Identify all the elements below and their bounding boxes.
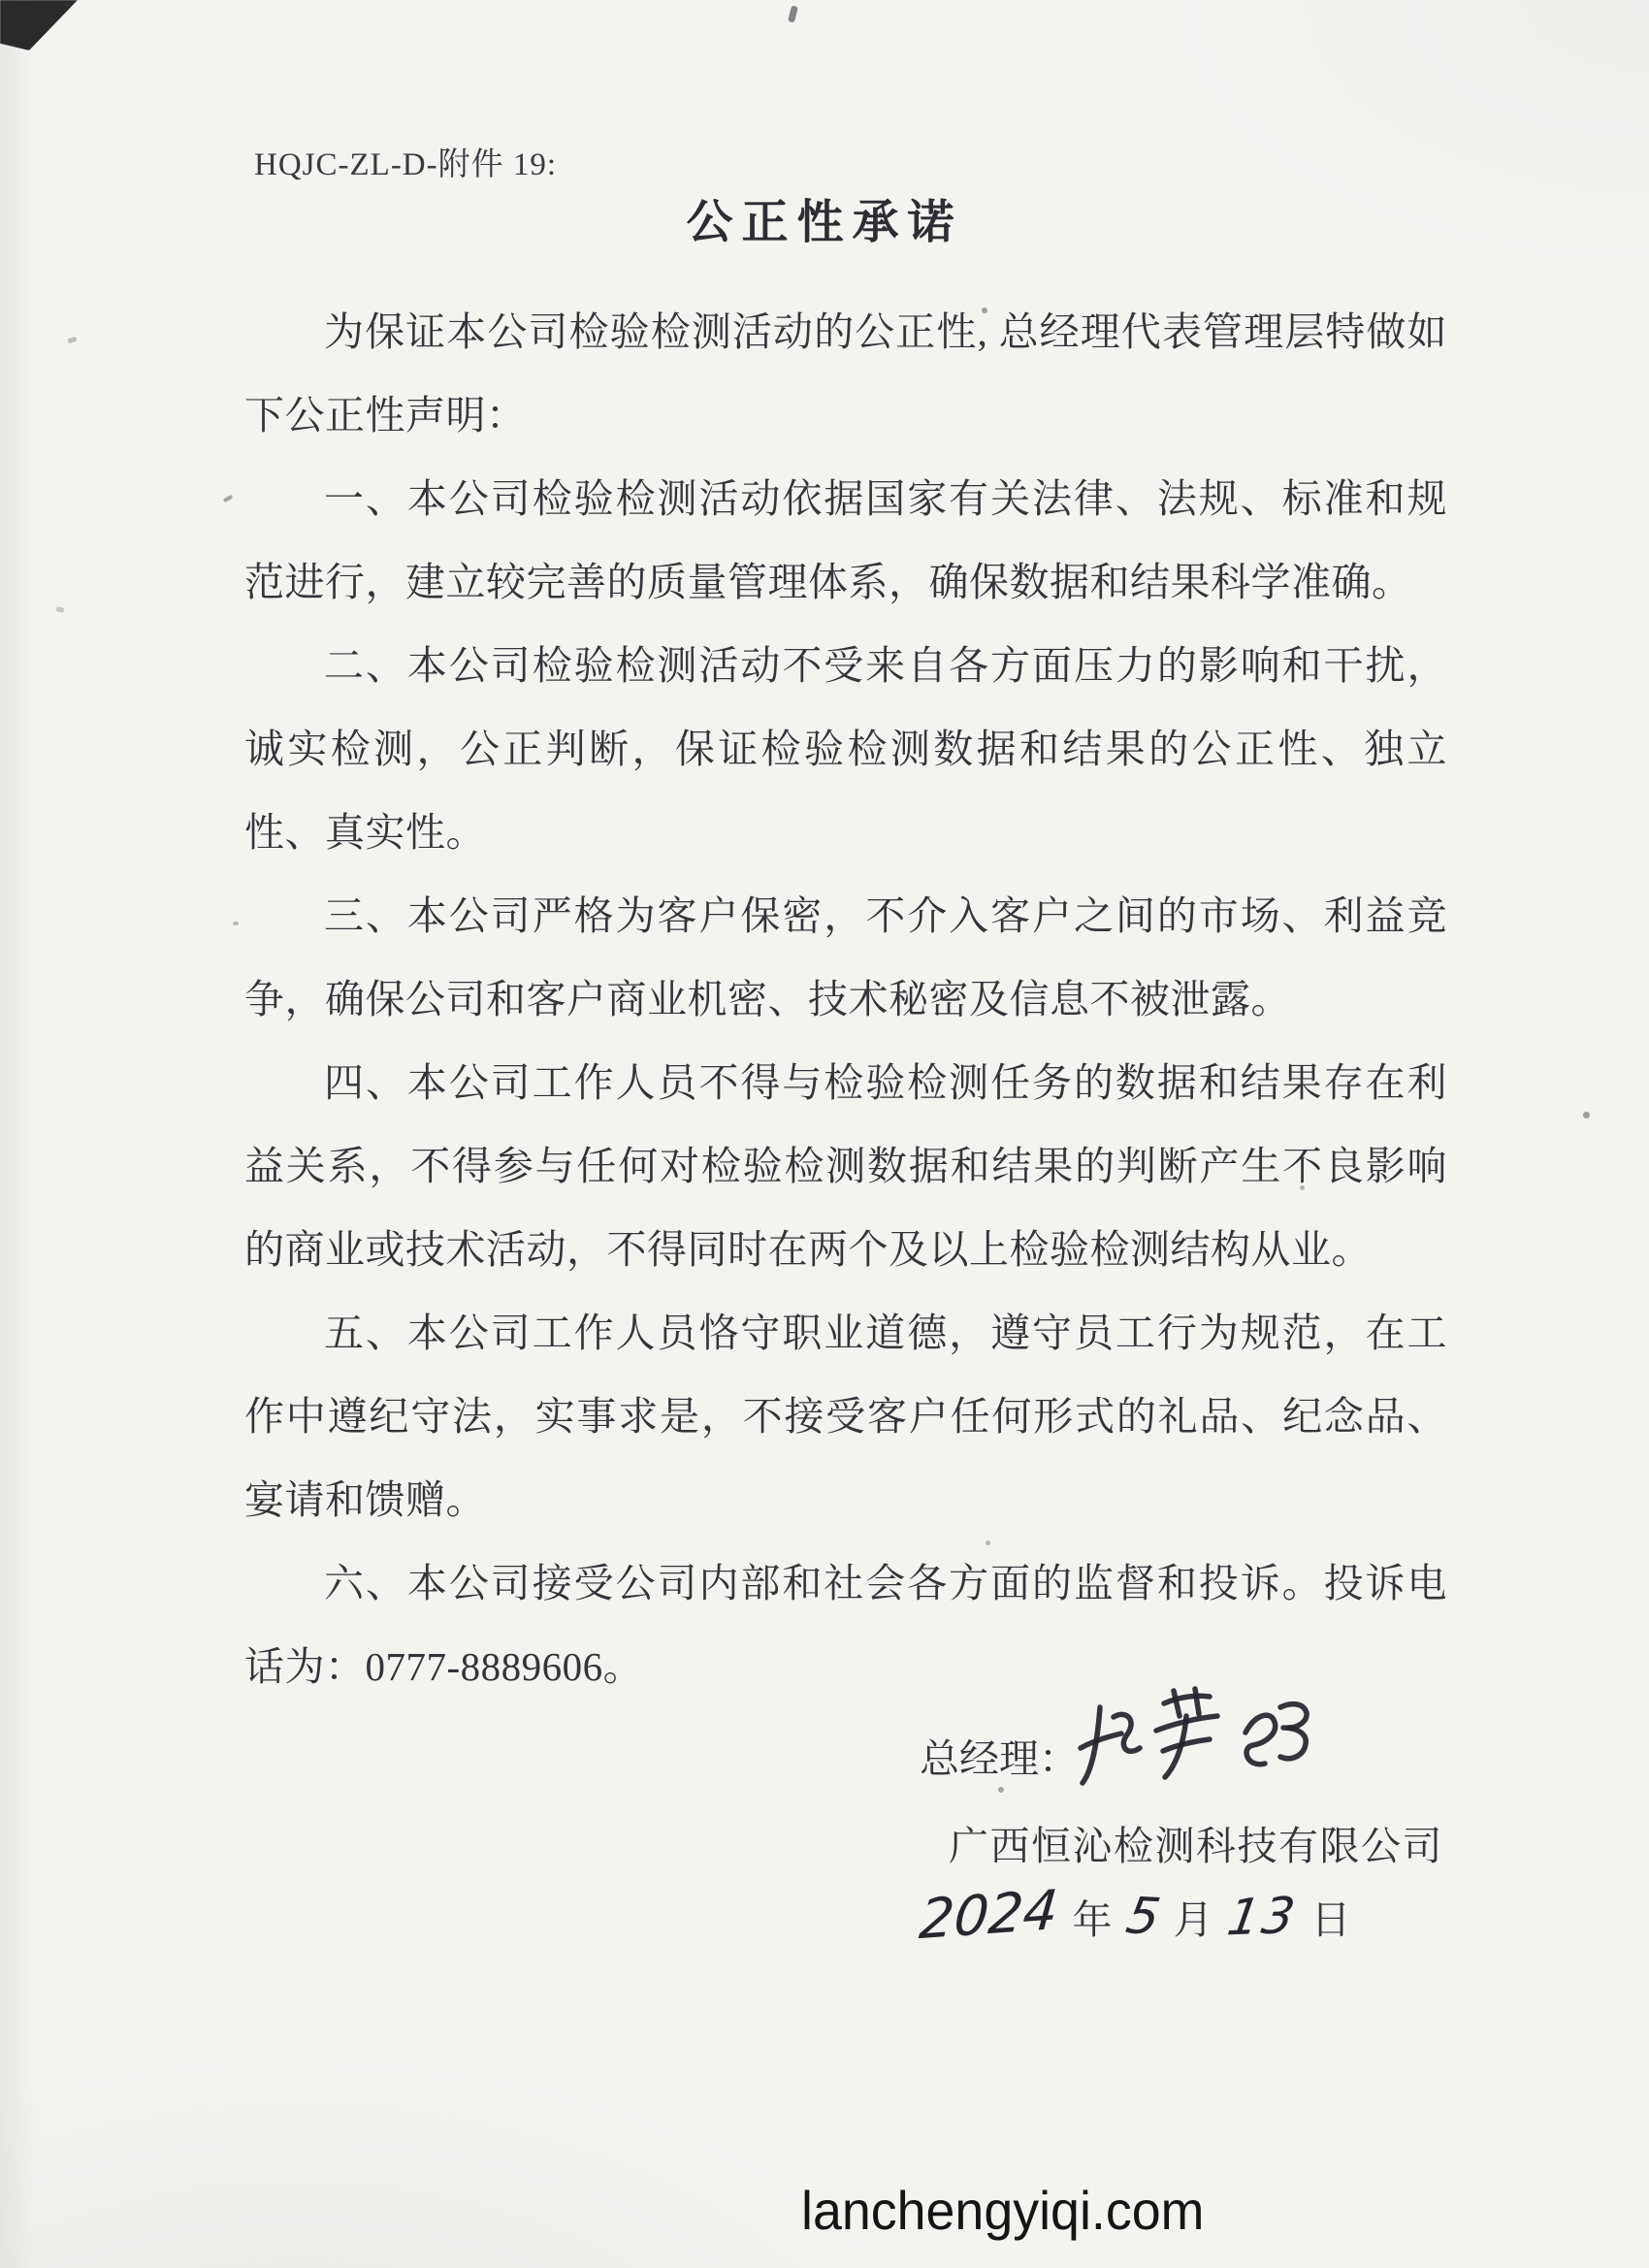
date-month-unit: 月 <box>1173 1897 1213 1942</box>
document-code: HQJC-ZL-D-附件 19: <box>254 147 558 182</box>
scan-speck <box>1583 1112 1590 1118</box>
date-month-handwritten: 5 <box>1121 1887 1164 1947</box>
clause-paragraph-5: 五、本公司工作人员恪守职业道德，遵守员工行为规范，在工作中遵纪守法，实事求是，不接受客户任何形式的礼品、纪念品、宴请和馈赠。 <box>244 1311 1447 1522</box>
scan-speck <box>67 337 77 344</box>
scan-speck <box>788 5 798 22</box>
watermark-text: lanchengyiqi.com <box>801 2180 1205 2241</box>
date-day-unit: 日 <box>1310 1897 1351 1942</box>
general-manager-signature <box>1069 1686 1331 1817</box>
scan-artifact-corner <box>0 0 97 50</box>
scan-speck <box>998 1787 1004 1793</box>
clause-paragraph-1: 一、本公司检验检测活动依据国家有关法律、法规、标准和规范进行，建立较完善的质量管理体系，确保数据和结果科学准确。 <box>244 476 1447 604</box>
date-year-unit: 年 <box>1072 1897 1113 1942</box>
company-name: 广西恒沁检测科技有限公司 <box>949 1824 1443 1868</box>
scan-speck <box>56 606 65 613</box>
signature-date <box>917 1878 1351 1953</box>
date-year-handwritten: 2024 <box>917 1878 1061 1953</box>
scan-speck <box>233 922 239 925</box>
clause-paragraph-2: 二、本公司检验检测活动不受来自各方面压力的影响和干扰，诚实检测，公正判断，保证检验检测数据和结果的公正性、独立性、真实性。 <box>244 643 1447 855</box>
general-manager-label: 总经理： <box>920 1736 1079 1781</box>
document-body <box>244 290 1447 1708</box>
clause-paragraph-3: 三、本公司严格为客户保密，不介入客户之间的市场、利益竞争，确保公司和客户商业机密、技术秘密及信息不被泄露。 <box>244 893 1447 1021</box>
page-title: 公正性承诺 <box>686 197 963 248</box>
clause-paragraph-6: 六、本公司接受公司内部和社会各方面的监督和投诉。投诉电话为：0777-8889606。 <box>244 1561 1447 1689</box>
intro-paragraph: 为保证本公司检验检测活动的公正性, 总经理代表管理层特做如下公正性声明： <box>244 309 1447 437</box>
clause-paragraph-4: 四、本公司工作人员不得与检验检测任务的数据和结果存在利益关系，不得参与任何对检验检测数据和结果的判断产生不良影响的商业或技术活动，不得同时在两个及以上检验检测结构从业。 <box>244 1060 1447 1272</box>
date-day-handwritten: 13 <box>1222 1887 1302 1948</box>
scan-speck <box>223 495 234 502</box>
